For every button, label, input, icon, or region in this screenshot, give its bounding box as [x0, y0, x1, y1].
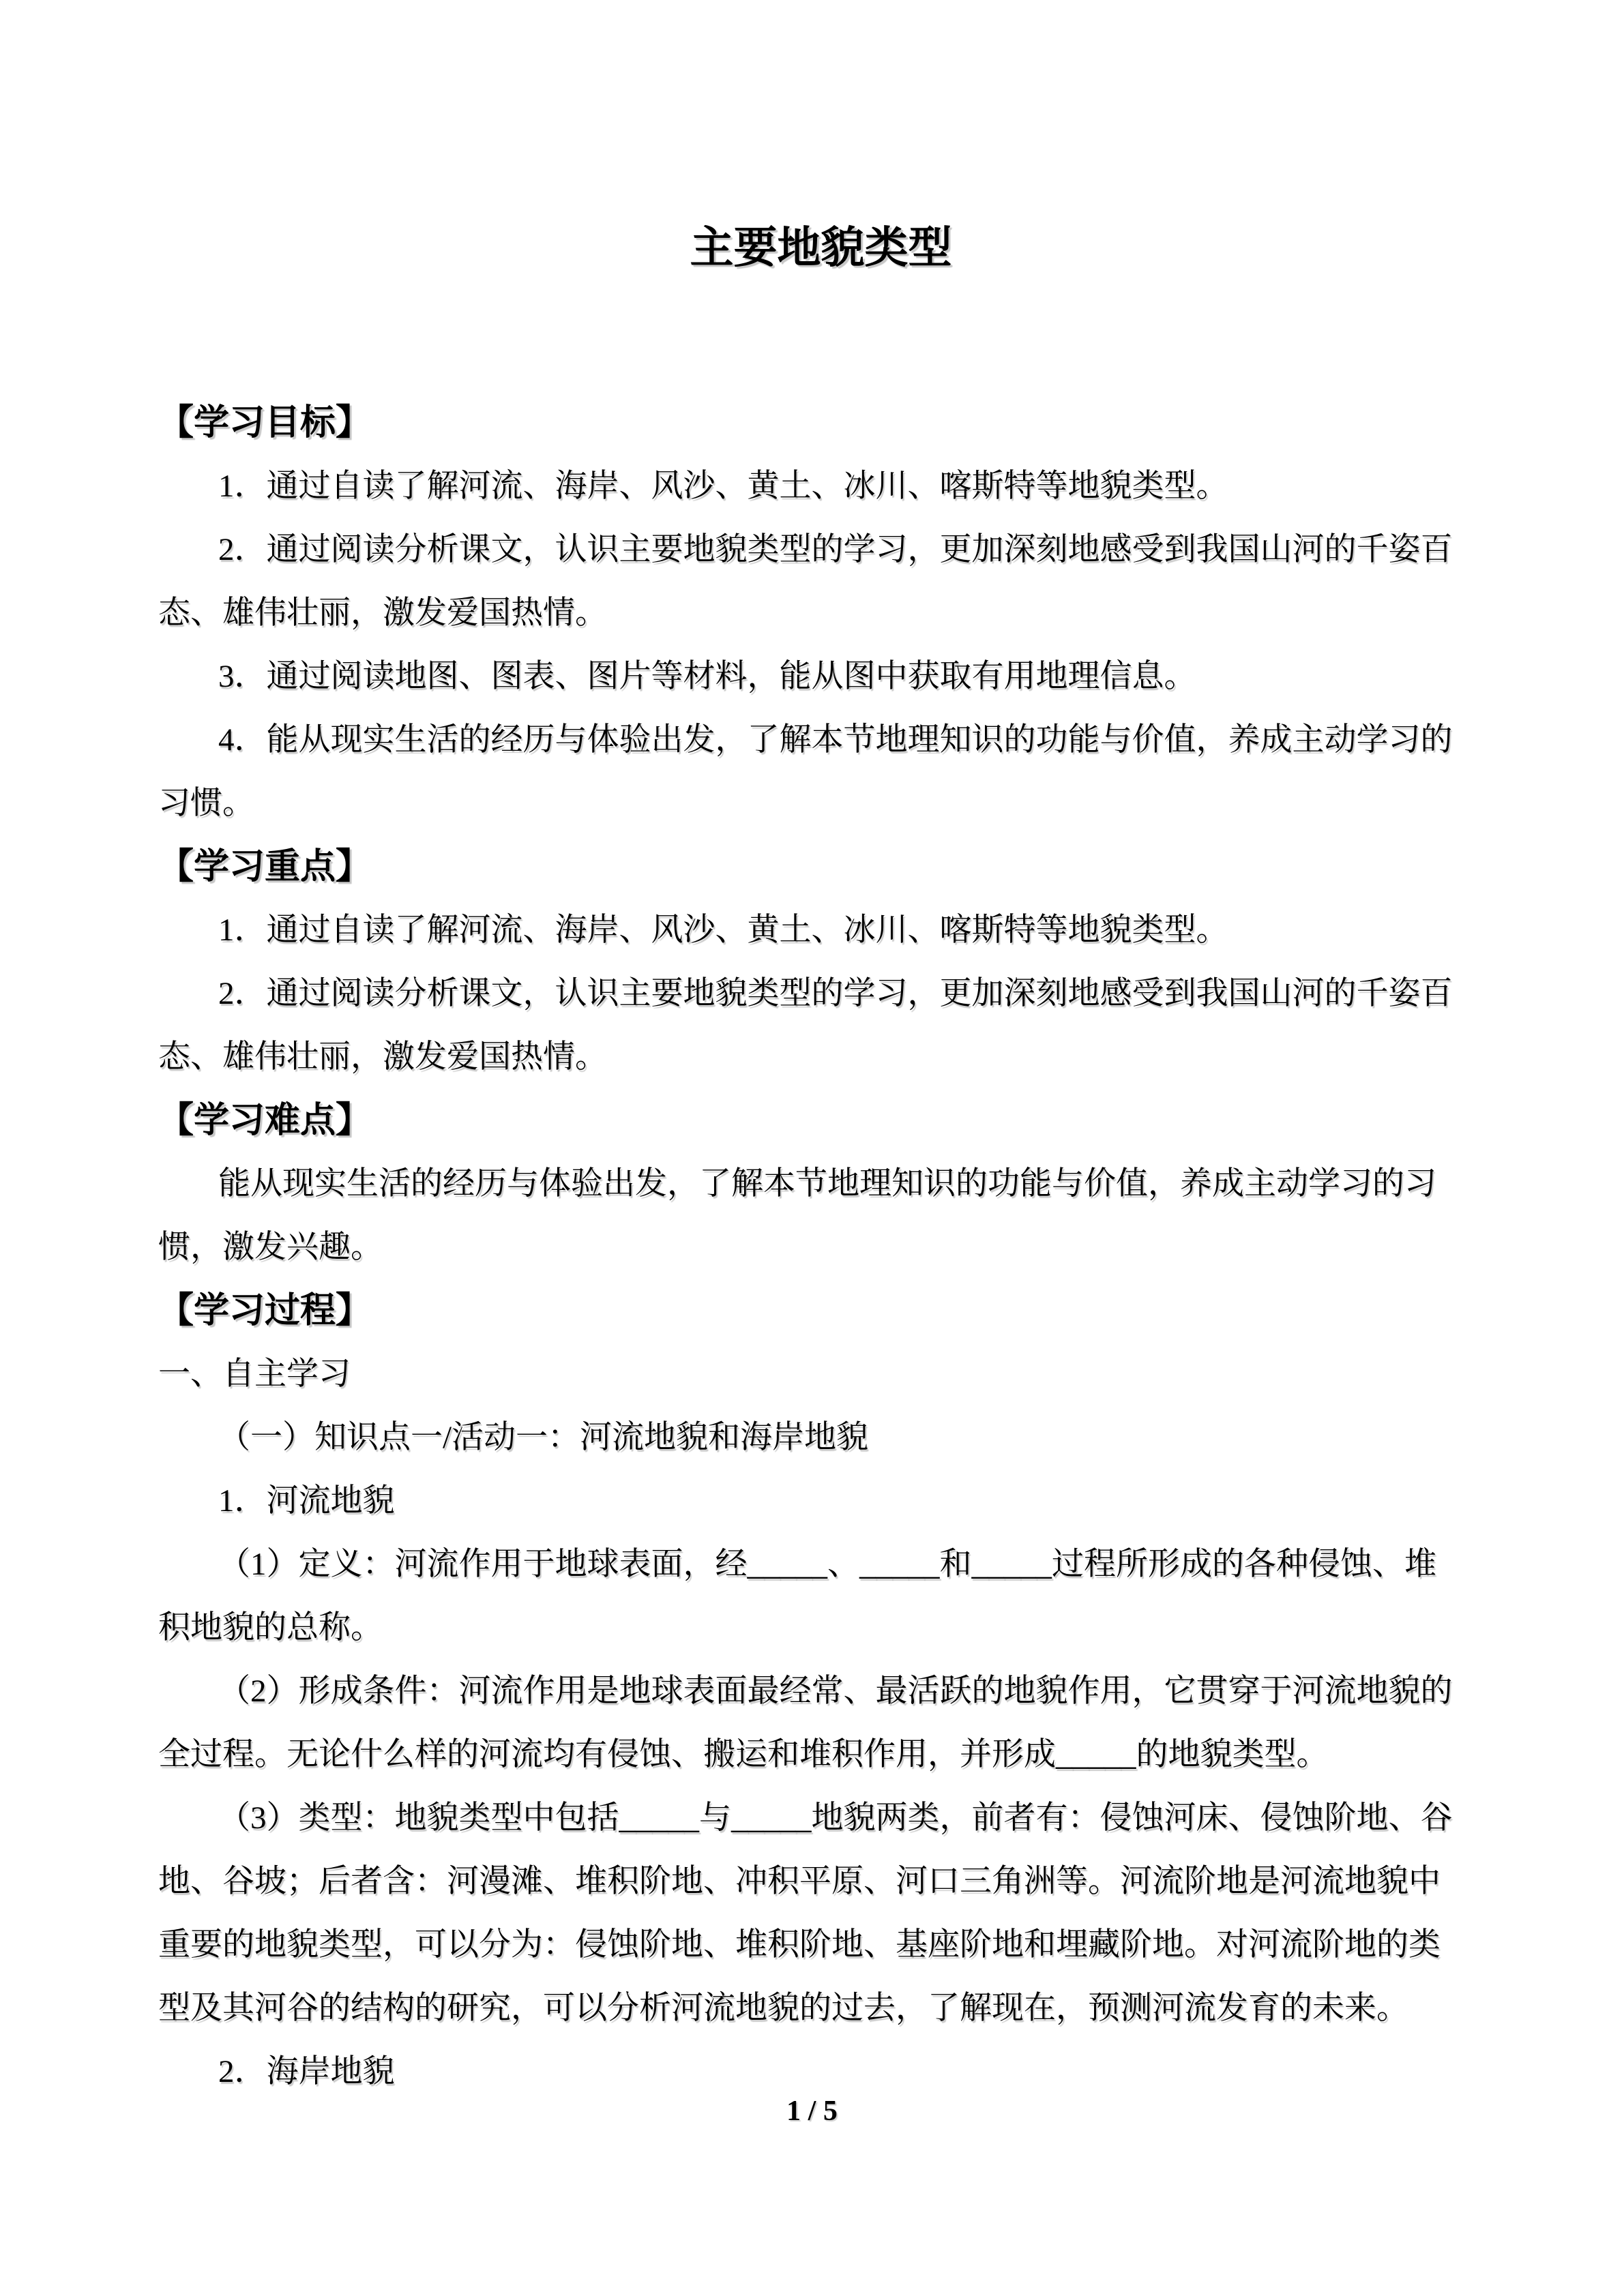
- river-definition-continued: 积地貌的总称。: [158, 1610, 383, 1645]
- coast-landform-title: 2．海岸地貌: [218, 2054, 395, 2089]
- section-heading-objectives: 【学习目标】: [158, 404, 372, 443]
- key-points-item-1: 1．通过自读了解河流、海岸、风沙、黄土、冰川、喀斯特等地貌类型。: [218, 912, 1228, 948]
- objectives-item-1: 1．通过自读了解河流、海岸、风沙、黄土、冰川、喀斯特等地貌类型。: [218, 468, 1228, 504]
- section-heading-difficulties: 【学习难点】: [158, 1101, 372, 1140]
- section-heading-key-points: 【学习重点】: [158, 848, 372, 886]
- key-points-item-2-continued: 态、雄伟壮丽，激发爱国热情。: [158, 1039, 607, 1075]
- difficulties-text: 能从现实生活的经历与体验出发，了解本节地理知识的功能与价值，养成主动学习的习: [218, 1166, 1436, 1202]
- page-number: 1 / 5: [786, 2096, 838, 2127]
- river-types-continued-1: 地、谷坡；后者含：河漫滩、堆积阶地、冲积平原、河口三角洲等。河流阶地是河流地貌中: [158, 1864, 1441, 1899]
- river-types-continued-2: 重要的地貌类型，可以分为：侵蚀阶地、堆积阶地、基座阶地和埋藏阶地。对河流阶地的类: [158, 1927, 1441, 1963]
- objectives-item-3: 3．通过阅读地图、图表、图片等材料，能从图中获取有用地理信息。: [218, 659, 1196, 694]
- knowledge-point-one-title: （一）知识点一/活动一：河流地貌和海岸地貌: [218, 1420, 869, 1455]
- river-types: （3）类型：地貌类型中包括_____与_____地貌两类，前者有：侵蚀河床、侵蚀阶地、谷: [218, 1800, 1453, 1836]
- difficulties-text-continued: 惯，激发兴趣。: [158, 1229, 383, 1265]
- key-points-item-2: 2．通过阅读分析课文，认识主要地貌类型的学习，更加深刻地感受到我国山河的千姿百: [218, 976, 1453, 1011]
- objectives-item-4-continued: 习惯。: [158, 786, 254, 821]
- objectives-item-4: 4．能从现实生活的经历与体验出发，了解本节地理知识的功能与价值，养成主动学习的: [218, 722, 1453, 758]
- river-definition: （1）定义：河流作用于地球表面，经_____、_____和_____过程所形成的各种侵蚀、堆: [218, 1547, 1436, 1582]
- river-forming-conditions: （2）形成条件：河流作用是地球表面最经常、最活跃的地貌作用，它贯穿于河流地貌的: [218, 1673, 1453, 1709]
- process-part-one-self-study: 一、自主学习: [158, 1356, 351, 1392]
- river-types-continued-3: 型及其河谷的结构的研究，可以分析河流地貌的过去，了解现在，预测河流发育的未来。: [158, 1991, 1408, 2026]
- objectives-item-2: 2．通过阅读分析课文，认识主要地貌类型的学习，更加深刻地感受到我国山河的千姿百: [218, 532, 1453, 567]
- page-title: 主要地貌类型: [690, 224, 952, 272]
- objectives-item-2-continued: 态、雄伟壮丽，激发爱国热情。: [158, 595, 607, 631]
- river-landform-title: 1．河流地貌: [218, 1483, 395, 1519]
- river-forming-conditions-continued: 全过程。无论什么样的河流均有侵蚀、搬运和堆积作用，并形成_____的地貌类型。: [158, 1737, 1329, 1772]
- section-heading-process: 【学习过程】: [158, 1292, 372, 1330]
